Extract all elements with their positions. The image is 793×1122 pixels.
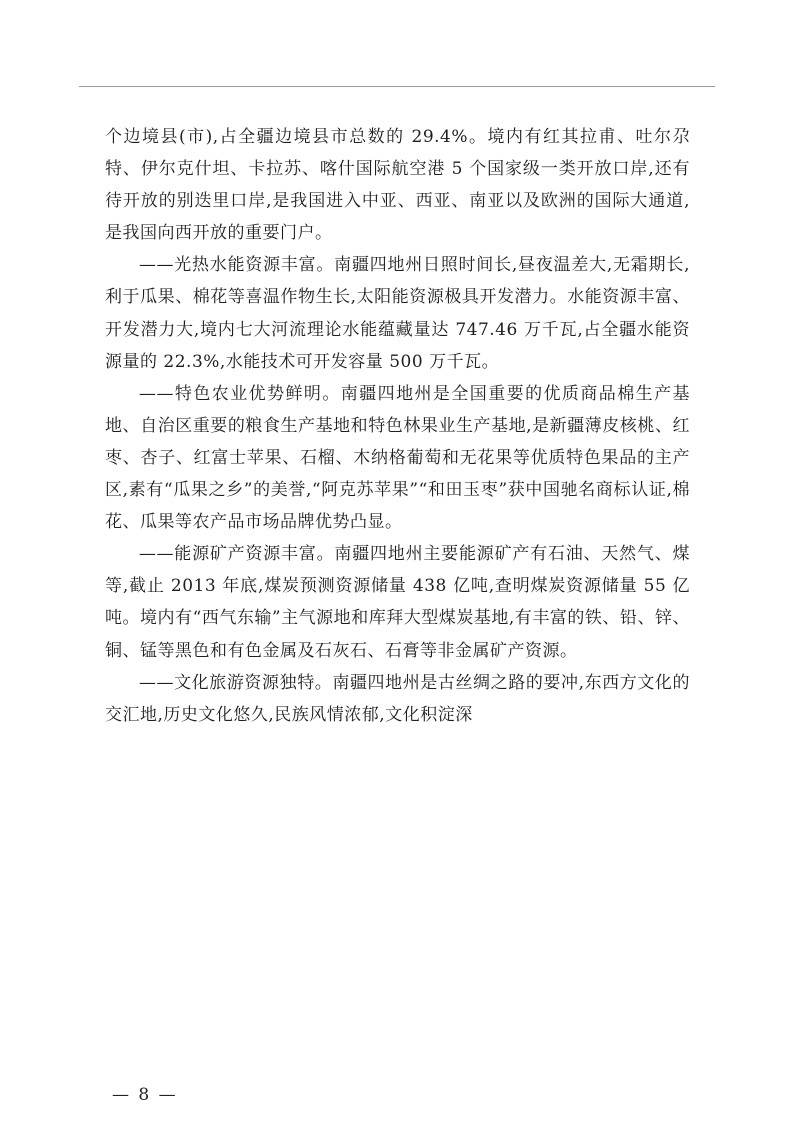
paragraph-agriculture: ——特色农业优势鲜明。南疆四地州是全国重要的优质商品棉生产基地、自治区重要的粮食生产基地和特色林果业生产基地,是新疆薄皮核桃、红枣、杏子、红富士苹果、石榴、木纳格葡萄和无花果等优质特色果品的主产区,素有“瓜果之乡”的美誉,“阿克苏苹果”“和田玉枣”获中国驰名商标认证,棉花、瓜果等农产品市场品牌优势凸显。: [105, 383, 690, 533]
paragraph-solar-hydro-resources: ——光热水能资源丰富。南疆四地州日照时间长,昼夜温差大,无霜期长,利于瓜果、棉花等喜温作物生长,太阳能资源极具开发潜力。水能资源丰富、开发潜力大,境内七大河流理论水能蕴藏量达 747.46 万千瓦,占全疆水能资源量的 22.3%,水能技术可开发容量 500 万千瓦。: [105, 255, 690, 372]
paragraph-energy-minerals: ——能源矿产资源丰富。南疆四地州主要能源矿产有石油、天然气、煤等,截止 2013 年底,煤炭预测资源储量 438 亿吨,查明煤炭资源储量 55 亿吨。境内有“西气东输”主气源地和库拜大型煤炭基地,有丰富的铁、铅、锌、铜、锰等黑色和有色金属及石灰石、石膏等非金属矿产资源。: [105, 544, 690, 661]
paragraph-culture-tourism: ——文化旅游资源独特。南疆四地州是古丝绸之路的要冲,东西方文化的交汇地,历史文化悠久,民族风情浓郁,文化积淀深: [105, 672, 690, 725]
paragraph-border-counties: 个边境县(市),占全疆边境县市总数的 29.4%。境内有红其拉甫、吐尔尕特、伊尔克什坦、卡拉苏、喀什国际航空港 5 个国家级一类开放口岸,还有待开放的别迭里口岸,是我国进入中亚、西亚、南亚以及欧洲的国际大通道,是我国向西开放的重要门户。: [105, 127, 690, 244]
page-number: — 8 —: [112, 1085, 178, 1105]
document-body: [105, 121, 690, 731]
header-rule: [79, 86, 715, 87]
